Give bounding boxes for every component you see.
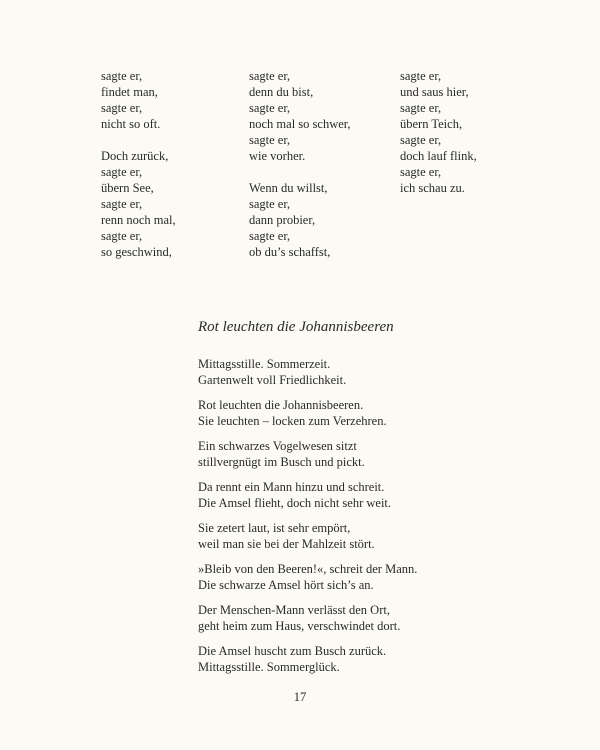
poem-line: weil man sie bei der Mahlzeit stört.	[198, 537, 375, 551]
column-2-line: dann probier,	[249, 213, 316, 227]
column-3-stanza	[400, 68, 477, 196]
column-1-stanza	[101, 148, 176, 260]
column-2-line: sagte er,	[249, 229, 291, 243]
column-1-stanza	[101, 68, 176, 132]
column-3-line: sagte er,	[400, 101, 442, 115]
poem-line: Rot leuchten die Johannisbeeren.	[198, 398, 364, 412]
column-1-line: renn noch mal,	[101, 213, 176, 227]
column-2-line: sagte er,	[249, 197, 291, 211]
column-2-line: noch mal so schwer,	[249, 117, 351, 131]
poem-line: Der Menschen-Mann verlässt den Ort,	[198, 603, 390, 617]
poem-line: Mittagsstille. Sommerglück.	[198, 660, 340, 674]
column-1-line: sagte er,	[101, 197, 143, 211]
column-2-line: sagte er,	[249, 69, 291, 83]
poem-stanza	[198, 438, 417, 470]
poem-line: geht heim zum Haus, verschwindet dort.	[198, 619, 401, 633]
column-2-line: ob du’s schaffst,	[249, 245, 331, 259]
column-3-line: sagte er,	[400, 69, 442, 83]
poem-line: Die Amsel huscht zum Busch zurück.	[198, 644, 387, 658]
poem-line: »Bleib von den Beeren!«, schreit der Mann.	[198, 562, 418, 576]
top-column-2	[249, 68, 351, 276]
column-1-line: übern See,	[101, 181, 154, 195]
column-2-line: sagte er,	[249, 133, 291, 147]
column-3-line: ich schau zu.	[400, 181, 465, 195]
poem-stanza	[198, 356, 417, 388]
poem-stanza	[198, 602, 417, 634]
column-1-line: sagte er,	[101, 69, 143, 83]
column-3-line: sagte er,	[400, 165, 442, 179]
column-2-line: sagte er,	[249, 101, 291, 115]
poem-stanza	[198, 479, 417, 511]
poem-body	[198, 356, 417, 684]
column-2-line: wie vorher.	[249, 149, 306, 163]
column-3-line: sagte er,	[400, 133, 442, 147]
top-column-3	[400, 68, 477, 212]
page-number: 17	[293, 690, 307, 704]
column-2-line: denn du bist,	[249, 85, 314, 99]
column-1-line: sagte er,	[101, 229, 143, 243]
poem-stanza	[198, 643, 417, 675]
column-1-line: nicht so oft.	[101, 117, 161, 131]
poem-line: Sie leuchten – locken zum Verzehren.	[198, 414, 387, 428]
poem-line: Die Amsel flieht, doch nicht sehr weit.	[198, 496, 392, 510]
poem-stanza	[198, 520, 417, 552]
poem-line: Da rennt ein Mann hinzu und schreit.	[198, 480, 385, 494]
column-3-line: doch lauf flink,	[400, 149, 477, 163]
poem-stanza	[198, 561, 417, 593]
poem-line: Mittagsstille. Sommerzeit.	[198, 357, 331, 371]
poem-line: Gartenwelt voll Friedlichkeit.	[198, 373, 347, 387]
top-column-1	[101, 68, 176, 276]
poem-line: Ein schwarzes Vogelwesen sitzt	[198, 439, 357, 453]
poem-title: Rot leuchten die Johannisbeeren	[198, 319, 394, 335]
column-1-line: so geschwind,	[101, 245, 172, 259]
column-1-line: sagte er,	[101, 101, 143, 115]
column-2-stanza	[249, 68, 351, 164]
column-3-line: und saus hier,	[400, 85, 469, 99]
poem-line: stillvergnügt im Busch und pickt.	[198, 455, 365, 469]
column-1-line: findet man,	[101, 85, 158, 99]
column-1-line: Doch zurück,	[101, 149, 169, 163]
column-2-stanza	[249, 180, 351, 260]
poem-stanza	[198, 397, 417, 429]
column-3-line: übern Teich,	[400, 117, 463, 131]
poem-line: Sie zetert laut, ist sehr empört,	[198, 521, 351, 535]
column-1-line: sagte er,	[101, 165, 143, 179]
poem-line: Die schwarze Amsel hört sich’s an.	[198, 578, 374, 592]
column-2-line: Wenn du willst,	[249, 181, 328, 195]
